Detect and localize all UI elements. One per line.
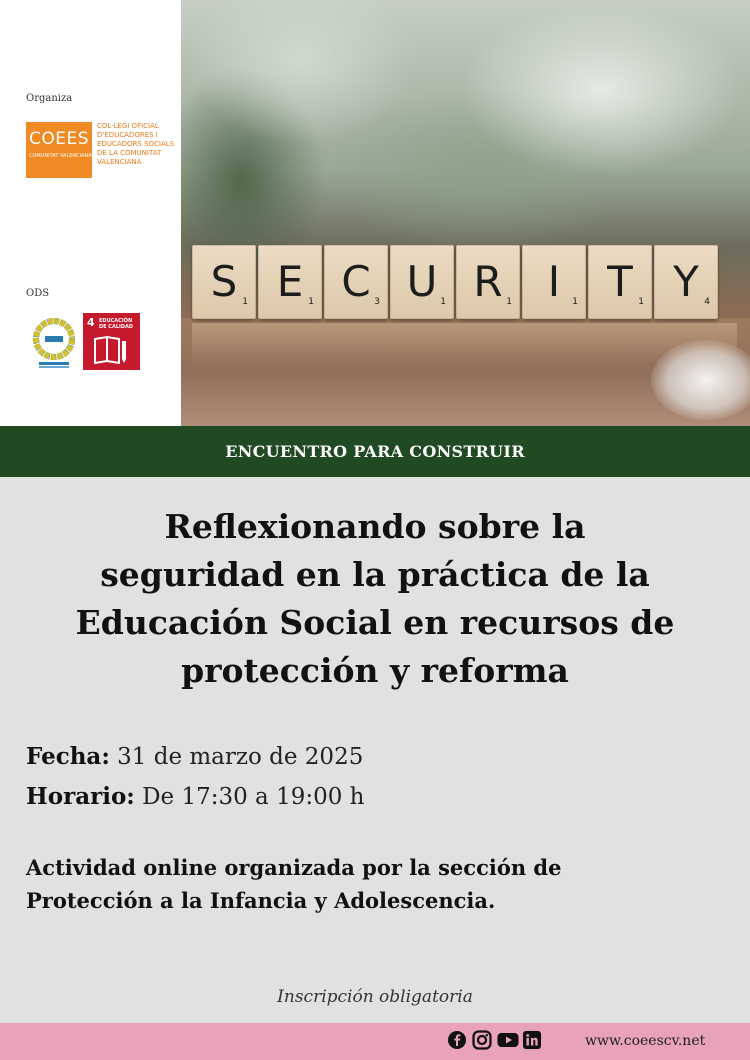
tile-letter: Y <box>673 257 699 306</box>
activity-description <box>26 851 706 917</box>
activity-line: Protección a la Infancia y Adolescencia. <box>26 888 496 913</box>
tile-letter: U <box>406 257 438 306</box>
event-type-text: ENCUENTRO PARA CONSTRUIR <box>225 442 525 461</box>
footer <box>0 1023 750 1060</box>
letter-tile <box>456 245 520 319</box>
letter-tile <box>390 245 454 319</box>
schedule-value: De 17:30 a 19:00 h <box>134 784 365 810</box>
tile-letter: C <box>341 257 371 306</box>
event-details <box>0 477 750 1023</box>
sdg4-title: EDUCACIÓN DE CALIDAD <box>99 318 134 330</box>
sdg4-education-badge <box>83 313 140 370</box>
event-title-line: seguridad en la práctica de la <box>100 555 650 594</box>
event-schedule <box>26 783 364 810</box>
coees-logo-name: COEES <box>29 129 90 149</box>
registration-note: Inscripción obligatoria <box>277 987 473 1007</box>
tile-score: 1 <box>638 297 644 307</box>
security-tiles <box>192 245 718 321</box>
tile-letter: S <box>210 257 238 306</box>
event-title-line: Reflexionando sobre la <box>164 507 586 546</box>
tile-letter: E <box>276 257 304 306</box>
organizer-full-name: COL·LEGI OFICIAL D'EDUCADORES I EDUCADORS SOCIALS DE LA COMUNITAT VALENCIANA <box>97 122 175 166</box>
social-links <box>447 1030 542 1050</box>
linkedin-icon[interactable] <box>522 1030 542 1050</box>
organizer-panel <box>0 0 181 426</box>
letter-tile <box>588 245 652 319</box>
sdg-wheel-icon <box>33 318 75 370</box>
activity-line: Actividad online organizada por la sección de <box>26 855 562 880</box>
letter-tile <box>654 245 718 319</box>
hero-image <box>181 0 750 426</box>
tile-reflection <box>192 323 737 363</box>
instagram-icon[interactable] <box>472 1030 492 1050</box>
tile-letter: I <box>547 257 561 306</box>
tile-score: 1 <box>506 297 512 307</box>
letter-tile <box>324 245 388 319</box>
website-link[interactable]: www.coeescv.net <box>585 1033 706 1049</box>
youtube-icon[interactable] <box>497 1030 517 1050</box>
ods-label: ODS <box>26 288 50 299</box>
facebook-icon[interactable] <box>447 1030 467 1050</box>
letter-tile <box>522 245 586 319</box>
tile-score: 4 <box>704 297 710 307</box>
tile-score: 1 <box>440 297 446 307</box>
organiza-label: Organiza <box>26 93 73 104</box>
letter-tile <box>192 245 256 319</box>
event-date <box>26 743 363 770</box>
date-value: 31 de marzo de 2025 <box>109 744 364 770</box>
coees-logo <box>26 122 92 178</box>
date-label: Fecha: <box>26 743 110 770</box>
book-pencil-icon <box>93 335 129 365</box>
tile-score: 1 <box>242 297 248 307</box>
tile-score: 1 <box>308 297 314 307</box>
tile-letter: R <box>473 257 503 306</box>
event-title-line: Educación Social en recursos de <box>75 603 675 642</box>
coees-logo-subtitle: COMUNITAT VALENCIANA <box>29 153 92 159</box>
tile-letter: T <box>607 257 633 306</box>
tile-score: 3 <box>374 297 380 307</box>
event-title-line: protección y reforma <box>181 651 569 690</box>
event-type-banner <box>0 426 750 477</box>
letter-tile <box>258 245 322 319</box>
tile-score: 1 <box>572 297 578 307</box>
sdg4-number: 4 <box>87 316 95 329</box>
event-title <box>20 503 730 695</box>
schedule-label: Horario: <box>26 783 135 810</box>
